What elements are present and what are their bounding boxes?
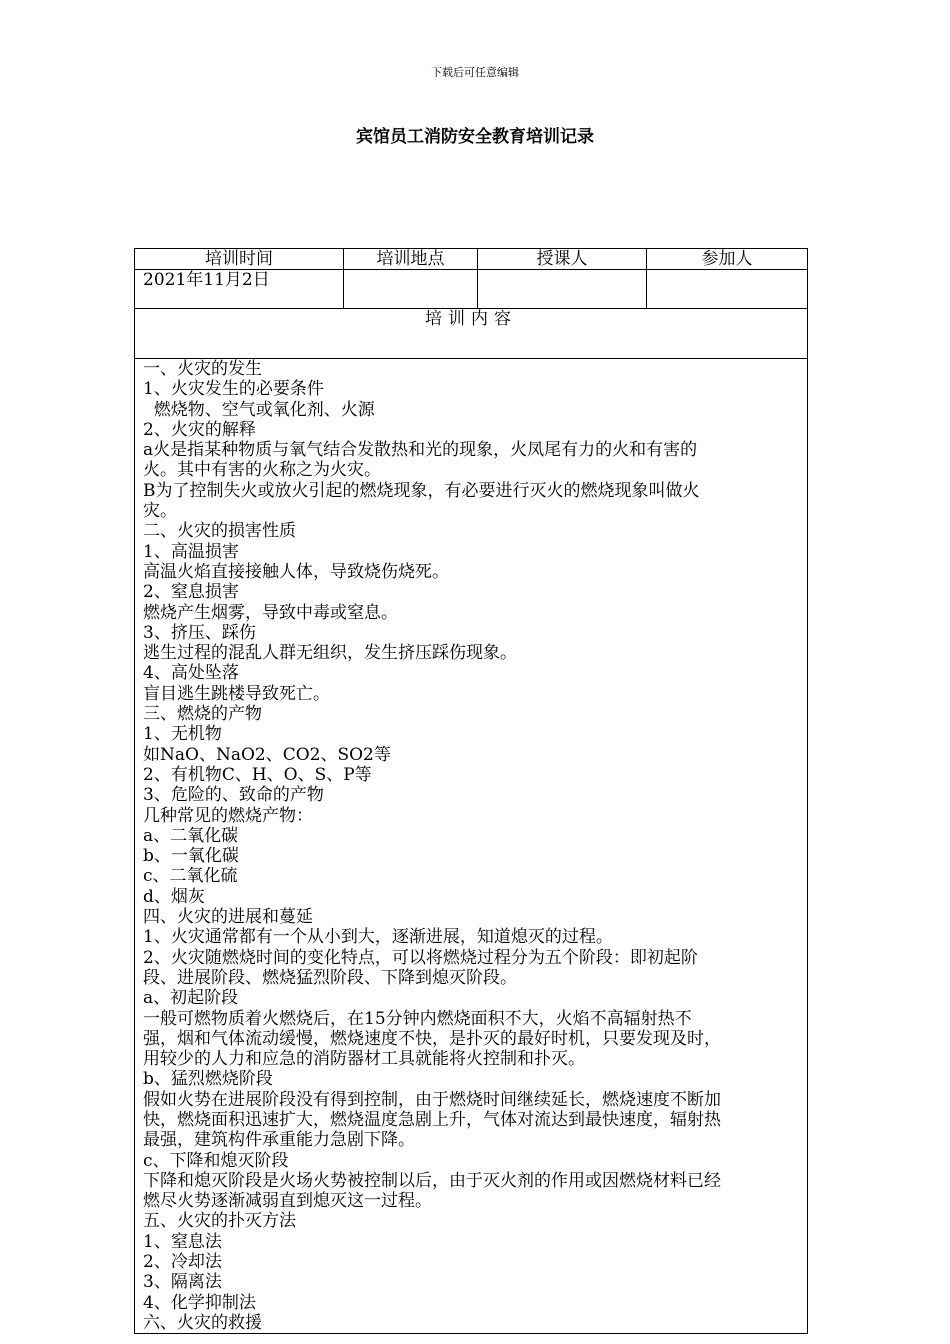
content-line: 最强，建筑构件承重能力急剧下降。 bbox=[143, 1130, 415, 1151]
content-line: 燃烧物、空气或氧化剂、火源 bbox=[143, 399, 375, 420]
content-line: 3、挤压、踩伤 bbox=[143, 622, 256, 643]
content-line: B为了控制失火或放火引起的燃烧现象，有必要进行灭火的燃烧现象叫做火 bbox=[143, 480, 700, 501]
content-line: 3、隔离法 bbox=[143, 1272, 222, 1293]
content-line: 4、化学抑制法 bbox=[143, 1292, 256, 1313]
content-line: 2、有机物C、H、O、S、P等 bbox=[143, 764, 372, 785]
content-line: a、二氧化碳 bbox=[143, 825, 239, 846]
value-participants bbox=[647, 270, 808, 309]
table-values-row bbox=[135, 270, 808, 309]
content-line: 强，烟和气体流动缓慢，燃烧速度不快，是扑灭的最好时机，只要发现及时， bbox=[143, 1028, 721, 1049]
content-line: 快，燃烧面积迅速扩大，燃烧温度急剧上升，气体对流达到最快速度，辐射热 bbox=[143, 1109, 721, 1130]
value-training-time: 2021年11月2日 bbox=[135, 270, 344, 309]
content-line: 2、火灾的解释 bbox=[143, 419, 256, 440]
content-line: 盲目逃生跳楼导致死亡。 bbox=[143, 683, 330, 704]
content-lines bbox=[143, 359, 801, 1333]
content-line: 一般可燃物质着火燃烧后，在15分钟内燃烧面积不大，火焰不高辐射热不 bbox=[143, 1008, 692, 1029]
content-line: 燃尽火势逐渐减弱直到熄灭这一过程。 bbox=[143, 1191, 432, 1212]
content-line: 逃生过程的混乱人群无组织，发生挤压踩伤现象。 bbox=[143, 643, 517, 664]
content-line: c、下降和熄灭阶段 bbox=[143, 1150, 289, 1171]
content-line: 3、危险的、致命的产物 bbox=[143, 785, 324, 806]
content-line: 如NaO、NaO2、CO2、SO2等 bbox=[143, 744, 391, 765]
content-body-row bbox=[135, 359, 808, 1334]
content-line: 下降和熄灭阶段是火场火势被控制以后，由于灭火剂的作用或因燃烧材料已经 bbox=[143, 1170, 721, 1191]
value-instructor bbox=[478, 270, 647, 309]
content-line: 2、窒息损害 bbox=[143, 582, 239, 603]
content-line: d、烟灰 bbox=[143, 886, 205, 907]
content-section-title: 培训内容 bbox=[135, 309, 808, 359]
document-title: 宾馆员工消防安全教育培训记录 bbox=[356, 127, 594, 147]
content-line: a火是指某种物质与氧气结合发散热和光的现象，火凤尾有力的火和有害的 bbox=[143, 440, 698, 461]
content-line: b、猛烈燃烧阶段 bbox=[143, 1069, 273, 1090]
content-line: 2、冷却法 bbox=[143, 1252, 222, 1273]
content-line: 4、高处坠落 bbox=[143, 663, 239, 684]
content-line: 1、高温损害 bbox=[143, 541, 239, 562]
content-line: 一、火灾的发生 bbox=[143, 359, 262, 379]
content-line: 二、火灾的损害性质 bbox=[143, 521, 296, 542]
training-content-body bbox=[135, 359, 808, 1334]
content-line: 2、火灾随燃烧时间的变化特点，可以将燃烧过程分为五个阶段：即初起阶 bbox=[143, 947, 698, 968]
content-line: 火。其中有害的火称之为火灾。 bbox=[143, 460, 381, 481]
header-training-location: 培训地点 bbox=[344, 249, 478, 270]
content-line: 灾。 bbox=[143, 501, 177, 522]
content-line: 三、燃烧的产物 bbox=[143, 704, 262, 725]
content-line: 1、火灾发生的必要条件 bbox=[143, 379, 324, 400]
value-training-location bbox=[344, 270, 478, 309]
content-line: 四、火灾的进展和蔓延 bbox=[143, 907, 313, 928]
content-title-row bbox=[135, 309, 808, 359]
content-line: b、一氧化碳 bbox=[143, 846, 239, 867]
header-instructor: 授课人 bbox=[478, 249, 647, 270]
content-line: 几种常见的燃烧产物： bbox=[143, 805, 313, 826]
page-header-note: 下载后可任意编辑 bbox=[431, 66, 519, 79]
content-line: 六、火灾的救援 bbox=[143, 1312, 262, 1333]
training-record-table bbox=[134, 248, 808, 1334]
content-line: 1、火灾通常都有一个从小到大，逐渐进展，知道熄灭的过程。 bbox=[143, 927, 613, 948]
header-participants: 参加人 bbox=[647, 249, 808, 270]
header-training-time: 培训时间 bbox=[135, 249, 344, 270]
content-line: 假如火势在进展阶段没有得到控制，由于燃烧时间继续延长，燃烧速度不断加 bbox=[143, 1089, 721, 1110]
content-line: 燃烧产生烟雾，导致中毒或窒息。 bbox=[143, 602, 398, 623]
content-line: 五、火灾的扑灭方法 bbox=[143, 1211, 296, 1232]
content-line: 段、进展阶段、燃烧猛烈阶段、下降到熄灭阶段。 bbox=[143, 967, 517, 988]
table-header-row bbox=[135, 249, 808, 270]
content-line: 高温火焰直接接触人体，导致烧伤烧死。 bbox=[143, 561, 449, 582]
content-line: 用较少的人力和应急的消防器材工具就能将火控制和扑灭。 bbox=[143, 1049, 585, 1070]
content-line: a、初起阶段 bbox=[143, 988, 239, 1009]
content-line: 1、窒息法 bbox=[143, 1231, 222, 1252]
content-line: 1、无机物 bbox=[143, 724, 222, 745]
content-line: c、二氧化硫 bbox=[143, 866, 238, 887]
